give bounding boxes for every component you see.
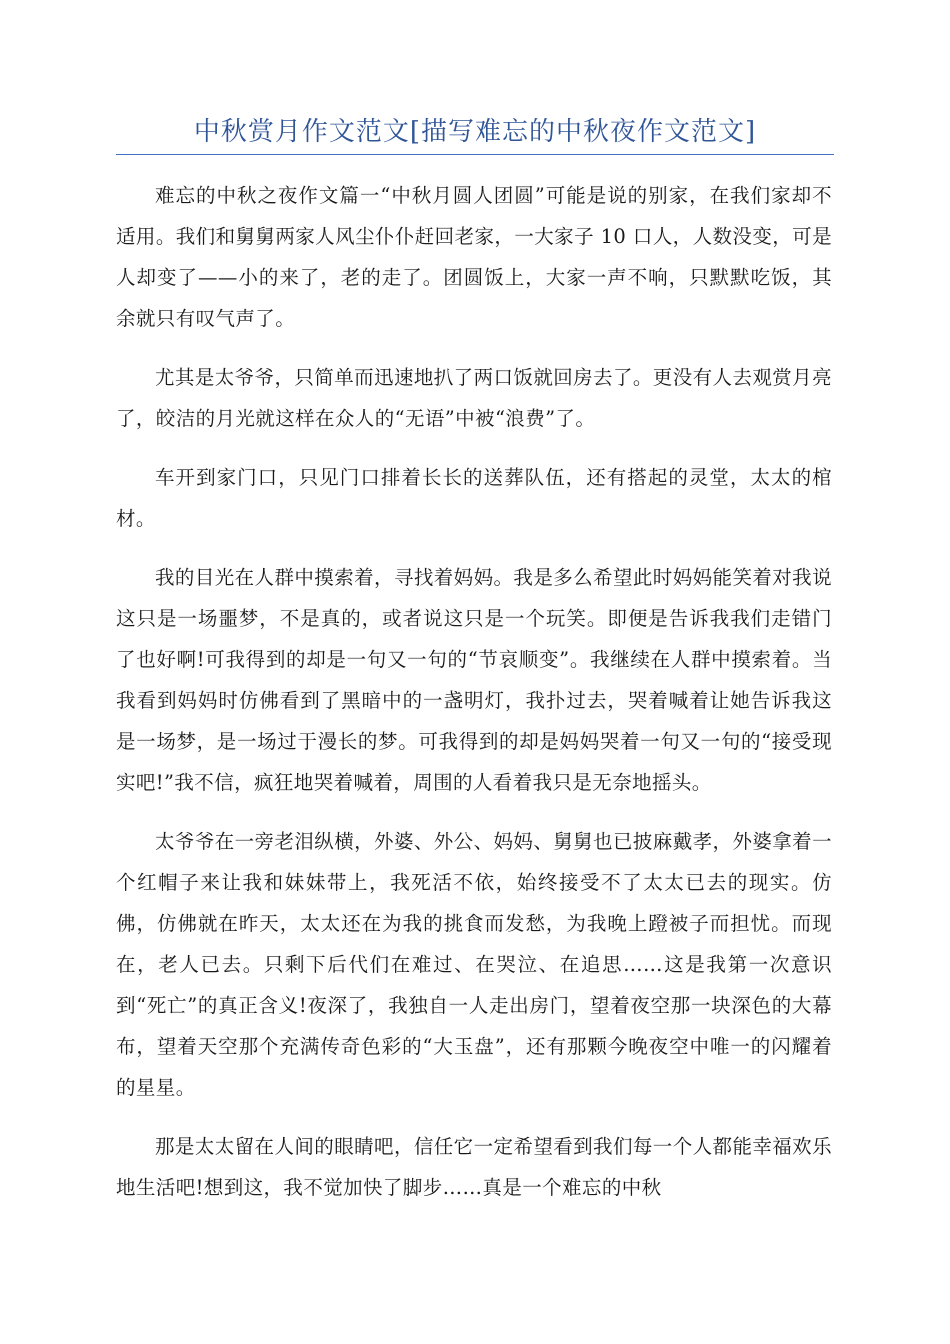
document-body [116,175,832,1226]
paragraph-2: 尤其是太爷爷，只简单而迅速地扒了两口饭就回房去了。更没有人去观赏月亮了，皎洁的月光就这样在众人的“无语”中被“浪费”了。 [116,366,832,430]
paragraph-1: 难忘的中秋之夜作文篇一“中秋月圆人团圆”可能是说的别家，在我们家却不适用。我们和舅舅两家人风尘仆仆赶回老家，一大家子 10 口人，人数没变，可是人却变了——小的来了，老的走了。团圆饭上，大家一声不响，只默默吃饭，其余就只有叹气声了。 [116,184,832,330]
paragraph-5: 太爷爷在一旁老泪纵横，外婆、外公、妈妈、舅舅也已披麻戴孝，外婆拿着一个红帽子来让我和妹妹带上，我死活不依，始终接受不了太太已去的现实。仿佛，仿佛就在昨天，太太还在为我的挑食而发愁，为我晚上蹬被子而担忧。而现在，老人已去。只剩下后代们在难过、在哭泣、在追思……这是我第一次意识到“死亡”的真正含义!夜深了，我独自一人走出房门，望着夜空那一块深色的大幕布，望着天空那个充满传奇色彩的“大玉盘”，还有那颗今晚夜空中唯一的闪耀着的星星。 [116,830,832,1099]
paragraph-6: 那是太太留在人间的眼睛吧，信任它一定希望看到我们每一个人都能幸福欢乐地生活吧!想到这，我不觉加快了脚步……真是一个难忘的中秋 [116,1135,832,1199]
document-title: 中秋赏月作文范文[描写难忘的中秋夜作文范文] [193,117,757,147]
paragraph-4: 我的目光在人群中摸索着，寻找着妈妈。我是多么希望此时妈妈能笑着对我说这只是一场噩梦，不是真的，或者说这只是一个玩笑。即便是告诉我我们走错门了也好啊!可我得到的却是一句又一句的“节哀顺变”。我继续在人群中摸索着。当我看到妈妈时仿佛看到了黑暗中的一盏明灯，我扑过去，哭着喊着让她告诉我这是一场梦，是一场过于漫长的梦。可我得到的却是妈妈哭着一句又一句的“接受现实吧!”我不信，疯狂地哭着喊着，周围的人看着我只是无奈地摇头。 [116,566,832,794]
paragraph-3: 车开到家门口，只见门口排着长长的送葬队伍，还有搭起的灵堂，太太的棺材。 [116,466,832,530]
title-underline [116,154,834,155]
